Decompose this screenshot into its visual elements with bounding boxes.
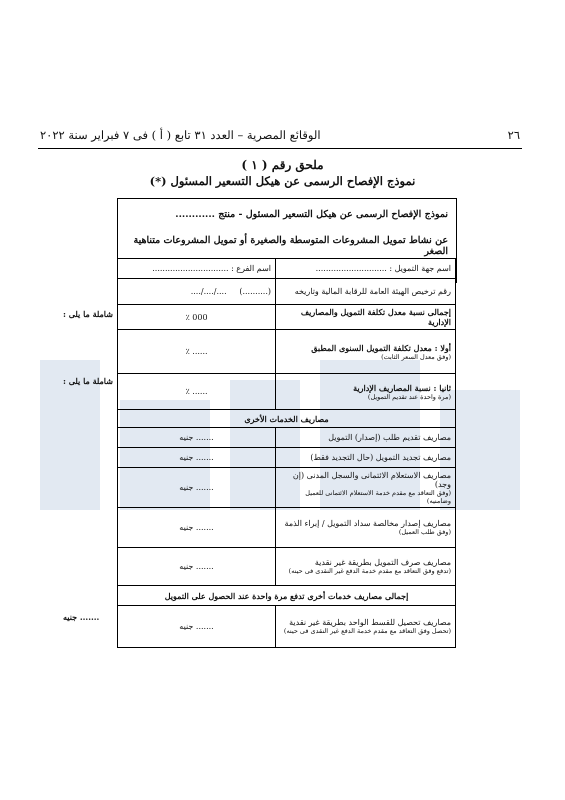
- collection-label: مصاريف تحصيل للقسط الواحد بطريقة غير نقدية: [289, 618, 451, 627]
- annex-subtitle: نموذج الإفصاح الرسمى عن هيكل التسعير المسئول (*): [149, 174, 416, 188]
- table-row: [118, 410, 456, 428]
- second-value: ...... ٪: [118, 374, 276, 410]
- inclusive-label-1: شاملة ما يلى :: [63, 309, 113, 319]
- table-row: [118, 259, 456, 279]
- form-heading-line1: نموذج الإفصاح الرسمى عن هيكل التسعير المسئول - منتج ............: [175, 209, 448, 220]
- table-row: [118, 279, 456, 305]
- table-row: [118, 448, 456, 468]
- page-number: ٢٦: [507, 128, 520, 142]
- table-row: [118, 606, 456, 648]
- first-label: أولا : معدل تكلفة التمويل السنوى المطبق: [311, 342, 451, 353]
- total-ratio-label: إجمالى نسبة معدل تكلفة التمويل والمصاريف الإدارية: [276, 305, 456, 330]
- table-row: [118, 586, 456, 606]
- license-number: (..........): [239, 287, 271, 296]
- row-value: ....... جنيه: [118, 548, 276, 586]
- other-services-header: مصاريف الخدمات الأخرى: [118, 410, 456, 428]
- row-label: مصاريف الاستعلام الائتمانى والسجل المدنى (إن وجد): [292, 470, 451, 489]
- license-date: ..../..../....: [190, 287, 227, 296]
- collection-value: ....... جنيه: [118, 606, 276, 648]
- branch-name: اسم الفرع : ..............................: [118, 259, 276, 279]
- total-ratio-value: 000 ٪: [118, 305, 276, 330]
- table-row: [118, 428, 456, 448]
- table-row: [118, 305, 456, 330]
- disclosure-table: [117, 258, 456, 648]
- row-label: مصاريف تقديم طلب (إصدار) التمويل: [276, 428, 456, 448]
- second-item: [276, 374, 456, 410]
- second-label: ثانيا : نسبة المصاريف الإدارية: [353, 382, 451, 393]
- publication-line: الوقائع المصرية – العدد ٣١ تابع ( أ ) فى ٧ فبراير سنة ٢٠٢٢: [40, 128, 321, 142]
- collection-note: (تحصل وفق التعاقد مع مقدم خدمة الدفع غير النقدى فى حينه): [283, 627, 451, 635]
- form-heading-line2: عن نشاط تمويل المشروعات المتوسطة والصغيرة أو تمويل المشروعات متناهية الصغر: [133, 235, 448, 257]
- total-other-value: ....... جنيه: [63, 612, 100, 622]
- first-note: (وفق معدل السعر الثابت): [381, 352, 451, 361]
- row-label: مصاريف صرف التمويل بطريقة غير نقدية: [314, 558, 451, 567]
- table-row: [118, 508, 456, 548]
- financing-entity-name: اسم جهة التمويل : ............................: [276, 259, 456, 279]
- row-item: [276, 468, 456, 508]
- row-note: (وفق طلب العميل): [398, 528, 451, 536]
- total-other-label: إجمالى مصاريف خدمات أخرى تدفع مرة واحدة عند الحصول على التمويل: [118, 586, 456, 606]
- inclusive-label-2: شاملة ما يلى :: [63, 376, 113, 386]
- row-value: ....... جنيه: [118, 448, 276, 468]
- first-item: [276, 330, 456, 374]
- collection-item: [276, 606, 456, 648]
- table-row: [118, 548, 456, 586]
- row-label: مصاريف تجديد التمويل (حال التجديد فقط): [276, 448, 456, 468]
- table-row: [118, 374, 456, 410]
- header-rule: [38, 148, 522, 149]
- table-row: [118, 330, 456, 374]
- license-label: رقم ترخيص الهيئة العامة للرقابة المالية وتاريخه: [276, 279, 456, 305]
- table-row: [118, 468, 456, 508]
- first-value: ...... ٪: [118, 330, 276, 374]
- row-note: (تدفع وفق التعاقد مع مقدم خدمة الدفع غير النقدى فى حينه): [288, 567, 451, 575]
- annex-title: ملحق رقم ( ١ ): [241, 158, 324, 172]
- row-item: [276, 548, 456, 586]
- page-header: [40, 128, 520, 146]
- second-note: (مرة واحدة عند تقديم التمويل): [367, 392, 451, 401]
- license-fields: [118, 279, 276, 305]
- row-item: [276, 508, 456, 548]
- row-note: (وفق التعاقد مع مقدم خدمة الاستعلام الائتمانى للعميل وضامنيه): [305, 488, 451, 505]
- row-value: ....... جنيه: [118, 428, 276, 448]
- row-label: مصاريف إصدار مخالصة سداد التمويل / إبراء الذمة: [284, 519, 451, 528]
- row-value: ....... جنيه: [118, 468, 276, 508]
- row-value: ....... جنيه: [118, 508, 276, 548]
